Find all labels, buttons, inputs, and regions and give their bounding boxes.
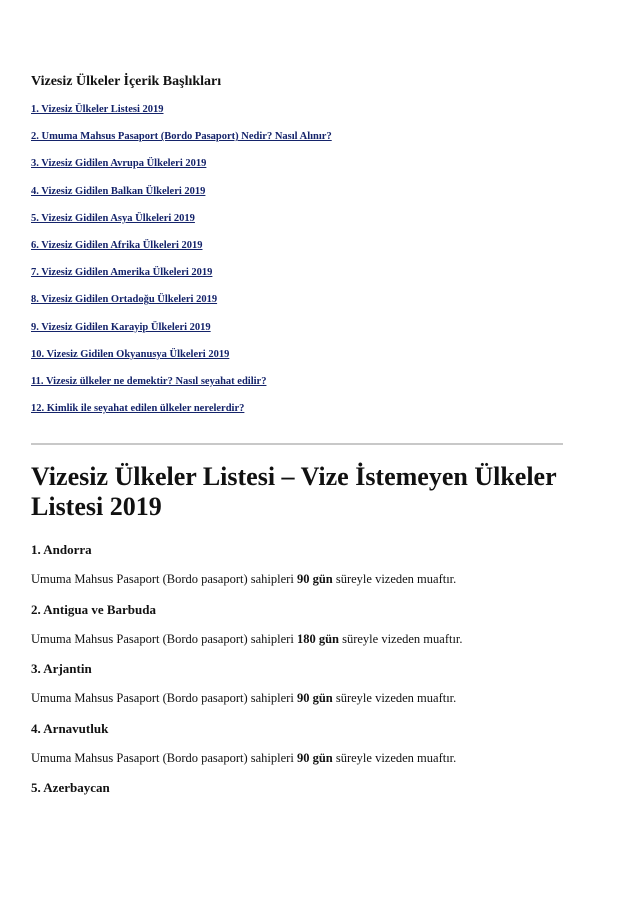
country-text: [31, 632, 563, 647]
toc-link-11[interactable]: 11. Vizesiz ülkeler ne demektir? Nasıl seyahat edilir?: [31, 375, 267, 387]
page-title: Vizesiz Ülkeler Listesi – Vize İstemeyen Ülkeler Listesi 2019: [31, 462, 557, 521]
text-before: Umuma Mahsus Pasaport (Bordo pasaport) sahipleri: [31, 691, 297, 705]
section-divider: [31, 443, 563, 445]
visa-free-days: 90 gün: [296, 691, 333, 705]
toc-item: [31, 104, 332, 131]
text-after: süreyle vizeden muaftır.: [332, 572, 457, 586]
toc-item: [31, 349, 332, 376]
toc-link-8[interactable]: 8. Vizesiz Gidilen Ortadoğu Ülkeleri 2019: [31, 294, 218, 306]
toc-item: [31, 186, 332, 213]
toc-link-2[interactable]: 2. Umuma Mahsus Pasaport (Bordo Pasaport) Nedir? Nasıl Alınır?: [31, 131, 332, 143]
toc-item: [31, 158, 332, 185]
toc-link-5[interactable]: 5. Vizesiz Gidilen Asya Ülkeleri 2019: [31, 212, 195, 224]
country-title: 3. Arjantin: [31, 661, 92, 676]
text-before: Umuma Mahsus Pasaport (Bordo pasaport) sahipleri: [31, 631, 297, 646]
country-entry: [31, 542, 563, 602]
country-title: 4. Arnavutluk: [31, 720, 109, 736]
toc-link-7[interactable]: 7. Vizesiz Gidilen Amerika Ülkeleri 2019: [31, 267, 213, 279]
toc-item: [31, 294, 332, 321]
country-title: 5. Azerbaycan: [31, 780, 110, 795]
toc-item: [31, 322, 332, 349]
toc-list: [31, 104, 332, 430]
country-list: [31, 542, 563, 840]
toc-title: Vizesiz Ülkeler İçerik Başlıkları: [31, 74, 222, 89]
country-title: 2. Antigua ve Barbuda: [31, 601, 156, 617]
country-entry: [31, 661, 563, 721]
toc-link-9[interactable]: 9. Vizesiz Gidilen Karayip Ülkeleri 2019: [31, 321, 211, 333]
visa-free-days: 90 gün: [296, 572, 333, 586]
toc-link-4[interactable]: 4. Vizesiz Gidilen Balkan Ülkeleri 2019: [31, 185, 206, 197]
country-entry: [31, 602, 563, 662]
country-text: [31, 572, 563, 587]
visa-free-days: 180 gün: [296, 631, 339, 646]
toc-item: [31, 131, 332, 158]
toc-link-10[interactable]: 10. Vizesiz Gidilen Okyanusya Ülkeleri 2019: [31, 348, 230, 360]
toc-item: [31, 376, 332, 403]
toc-item: [31, 240, 332, 267]
country-entry: [31, 721, 563, 781]
country-text: [31, 691, 563, 706]
country-entry: [31, 780, 563, 840]
text-after: süreyle vizeden muaftır.: [332, 691, 457, 705]
country-text: [31, 751, 563, 766]
toc-link-1[interactable]: 1. Vizesiz Ülkeler Listesi 2019: [31, 104, 164, 115]
toc-link-3[interactable]: 3. Vizesiz Gidilen Avrupa Ülkeleri 2019: [31, 158, 207, 170]
visa-free-days: 90 gün: [296, 750, 333, 765]
text-after: süreyle vizeden muaftır.: [332, 750, 457, 765]
toc-link-6[interactable]: 6. Vizesiz Gidilen Afrika Ülkeleri 2019: [31, 239, 203, 251]
country-title: 1. Andorra: [31, 542, 92, 557]
text-before: Umuma Mahsus Pasaport (Bordo pasaport) sahipleri: [31, 750, 297, 765]
toc-item: [31, 213, 332, 240]
text-after: süreyle vizeden muaftır.: [338, 631, 463, 646]
toc-item: [31, 403, 332, 430]
toc-item: [31, 267, 332, 294]
toc-link-12[interactable]: 12. Kimlik ile seyahat edilen ülkeler nerelerdir?: [31, 403, 245, 415]
text-before: Umuma Mahsus Pasaport (Bordo pasaport) sahipleri: [31, 572, 297, 586]
